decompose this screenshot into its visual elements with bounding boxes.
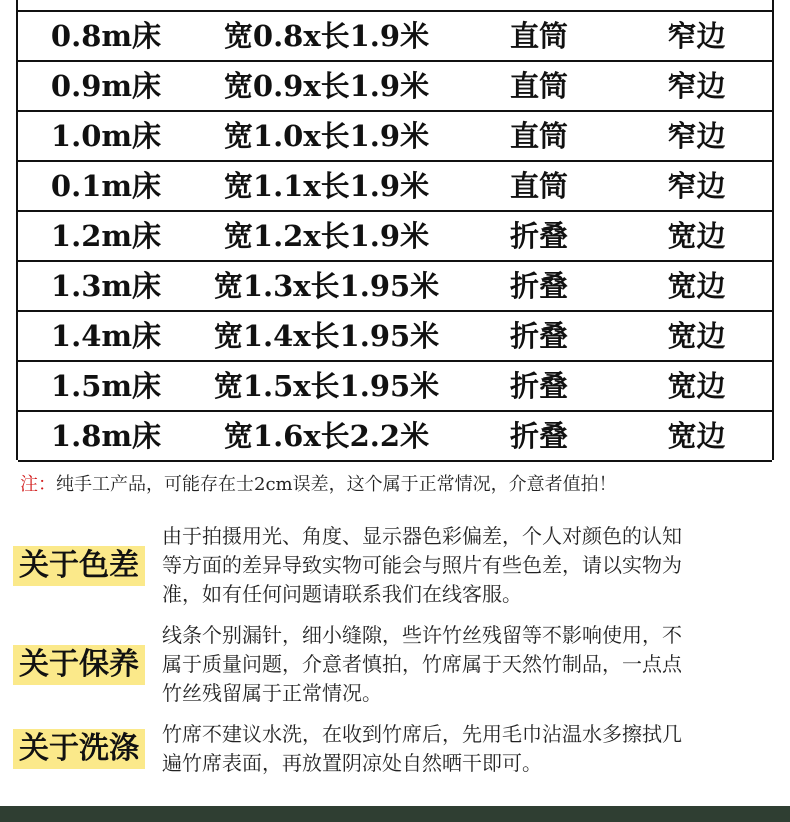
- bed-size-cell: 1.4m床: [50, 319, 162, 353]
- edge-cell: 宽边: [667, 419, 726, 453]
- table-row: [18, 62, 772, 112]
- desc-line: 竹席不建议水洗，在收到竹席后，先用毛巾沾温水多擦拭几: [162, 722, 682, 746]
- edge-cell: 宽边: [667, 219, 726, 253]
- style-cell: 折叠: [509, 369, 568, 403]
- care-text: [162, 621, 777, 708]
- style-cell: 直筒: [509, 169, 568, 203]
- dimensions-cell: 宽0.9x长1.9米: [223, 69, 430, 103]
- edge-cell: 宽边: [667, 269, 726, 303]
- table-row: [18, 412, 772, 462]
- dimensions-cell: 宽1.5x长1.95米: [213, 369, 440, 403]
- bed-size-cell: 1.8m床: [50, 419, 162, 453]
- table-row: [18, 212, 772, 262]
- table-row: [18, 262, 772, 312]
- dimensions-cell: 宽0.8x长1.9米: [223, 19, 430, 53]
- style-cell: 直筒: [509, 119, 568, 153]
- care-badge: 关于保养: [13, 645, 145, 685]
- edge-cell: 宽边: [667, 369, 726, 403]
- table-row: [18, 162, 772, 212]
- dimensions-cell: 宽1.3x长1.95米: [213, 269, 440, 303]
- desc-line: 准，如有任何问题请联系我们在线客服。: [162, 582, 522, 606]
- edge-cell: 窄边: [667, 169, 726, 203]
- desc-line: 由于拍摄用光、角度、显示器色彩偏差，个人对颜色的认知: [162, 524, 682, 548]
- desc-line: 属于质量问题，介意者慎拍，竹席属于天然竹制品，一点点: [162, 652, 682, 676]
- style-cell: 折叠: [509, 219, 568, 253]
- style-cell: 直筒: [509, 19, 568, 53]
- table-row: [18, 112, 772, 162]
- note-text: 纯手工产品，可能存在士2cm误差，这个属于正常情况，介意者值拍！: [56, 474, 617, 495]
- dimensions-cell: 宽1.6x长2.2米: [223, 419, 430, 453]
- bed-size-cell: 0.1m床: [50, 169, 162, 203]
- desc-line: 竹丝残留属于正常情况。: [162, 681, 382, 705]
- wash-text: [162, 720, 777, 778]
- table-top-row-cut: [18, 0, 772, 12]
- wash-badge: 关于洗涤: [13, 729, 145, 769]
- bed-size-cell: 1.3m床: [50, 269, 162, 303]
- dimensions-cell: 宽1.0x长1.9米: [223, 119, 430, 153]
- edge-cell: 窄边: [667, 119, 726, 153]
- color-difference-badge: 关于色差: [13, 546, 145, 586]
- dimensions-cell: 宽1.1x长1.9米: [223, 169, 430, 203]
- bed-size-cell: 1.2m床: [50, 219, 162, 253]
- edge-cell: 窄边: [667, 69, 726, 103]
- dimensions-cell: 宽1.4x长1.95米: [213, 319, 440, 353]
- note-line: [20, 470, 617, 496]
- bed-size-cell: 1.5m床: [50, 369, 162, 403]
- style-cell: 折叠: [509, 269, 568, 303]
- table-row: [18, 12, 772, 62]
- edge-cell: 宽边: [667, 319, 726, 353]
- table-row: [18, 362, 772, 412]
- style-cell: 折叠: [509, 319, 568, 353]
- bed-size-cell: 0.8m床: [50, 19, 162, 53]
- note-label: 注：: [20, 474, 56, 495]
- desc-line: 遍竹席表面，再放置阴凉处自然晒干即可。: [162, 751, 542, 775]
- table-row: [18, 312, 772, 362]
- style-cell: 折叠: [509, 419, 568, 453]
- size-table: [16, 0, 774, 460]
- style-cell: 直筒: [509, 69, 568, 103]
- edge-cell: 窄边: [667, 19, 726, 53]
- bed-size-cell: 1.0m床: [50, 119, 162, 153]
- color-difference-text: [162, 522, 777, 609]
- desc-line: 等方面的差异导致实物可能会与照片有些色差，请以实物为: [162, 553, 682, 577]
- desc-line: 线条个别漏针，细小缝隙，些许竹丝残留等不影响使用，不: [162, 623, 682, 647]
- dimensions-cell: 宽1.2x长1.9米: [223, 219, 430, 253]
- bed-size-cell: 0.9m床: [50, 69, 162, 103]
- footer-bar: [0, 806, 790, 822]
